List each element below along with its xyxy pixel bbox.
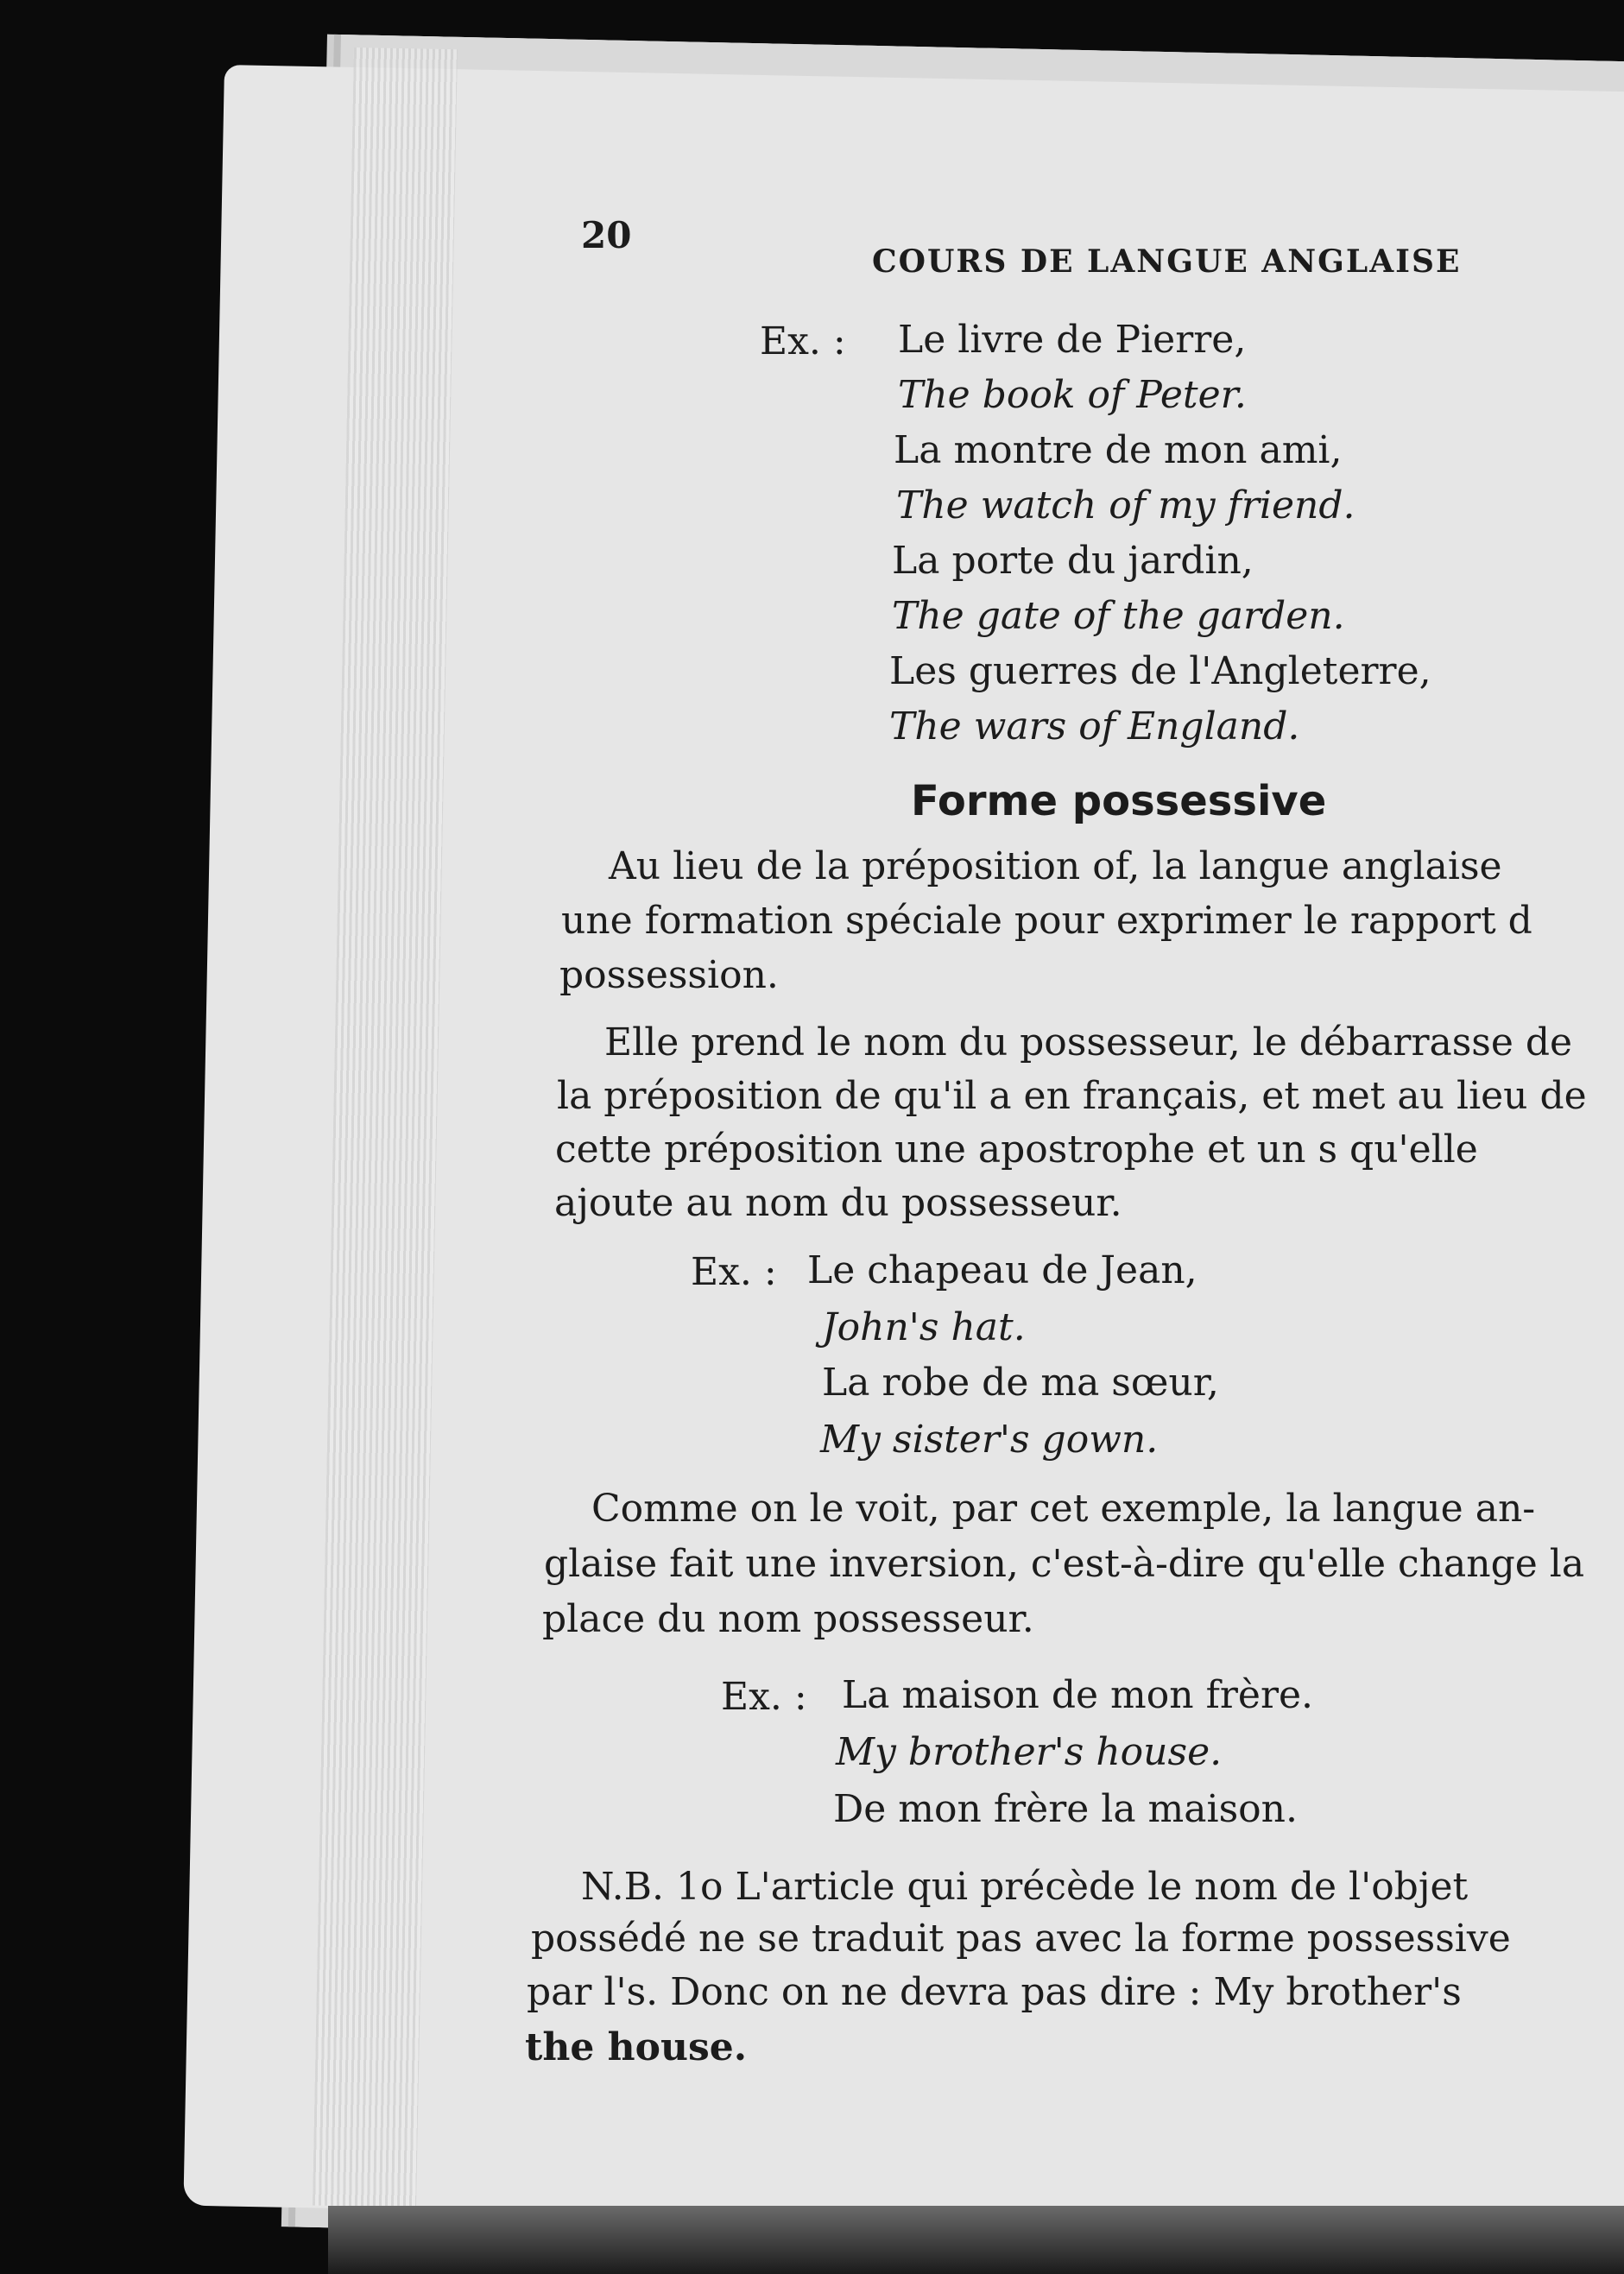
example-label: Ex. : — [760, 319, 846, 363]
example-line: La porte du jardin, — [892, 539, 1254, 583]
paragraph-line: glaise fait une inversion, c'est-à-dire qu'elle change la — [544, 1542, 1585, 1586]
paragraph-line: possession. — [559, 953, 779, 997]
example-line: The gate of the garden. — [892, 594, 1345, 638]
example-line: Le chapeau de Jean, — [807, 1248, 1197, 1292]
paragraph-line: une formation spéciale pour exprimer le rapport d — [561, 899, 1532, 943]
paragraph-line: la préposition de qu'il a en français, et met au lieu de — [557, 1074, 1587, 1118]
note-line: N.B. 1o L'article qui précède le nom de l'objet — [581, 1865, 1469, 1909]
example-line: La robe de ma sœur, — [822, 1361, 1219, 1405]
note-line: par l's. Donc on ne devra pas dire : My brother's — [527, 1970, 1462, 2014]
example-line: The wars of England. — [889, 704, 1300, 749]
paragraph-line: cette préposition une apostrophe et un s qu'elle — [555, 1128, 1478, 1172]
paragraph-line: Comme on le voit, par cet exemple, la langue an- — [591, 1487, 1536, 1531]
example-line: De mon frère la maison. — [833, 1787, 1298, 1831]
section-heading: Forme possessive — [911, 777, 1327, 825]
example-line: The watch of my friend. — [896, 483, 1355, 527]
running-header: COURS DE LANGUE ANGLAISE — [872, 243, 1462, 280]
example-label: Ex. : — [721, 1675, 807, 1719]
page-number: 20 — [581, 214, 632, 256]
example-line: Les guerres de l'Angleterre, — [889, 649, 1431, 693]
note-line: possédé ne se traduit pas avec la forme possessive — [531, 1917, 1511, 1961]
example-line: My brother's house. — [836, 1730, 1223, 1774]
example-line: Le livre de Pierre, — [898, 318, 1247, 362]
example-line: My sister's gown. — [820, 1418, 1159, 1462]
example-line: La montre de mon ami, — [894, 428, 1343, 472]
example-line: The book of Peter. — [898, 373, 1247, 417]
paragraph-line: ajoute au nom du possesseur. — [554, 1181, 1122, 1225]
example-line: La maison de mon frère. — [842, 1673, 1314, 1717]
example-line: John's hat. — [822, 1305, 1026, 1349]
paragraph-line: Au lieu de la préposition of, la langue anglaise — [609, 844, 1502, 888]
paragraph-line: place du nom possesseur. — [542, 1597, 1034, 1641]
paragraph-line: Elle prend le nom du possesseur, le débarrasse de — [604, 1020, 1573, 1064]
example-label: Ex. : — [691, 1250, 777, 1294]
note-line: the house. — [525, 2025, 748, 2069]
